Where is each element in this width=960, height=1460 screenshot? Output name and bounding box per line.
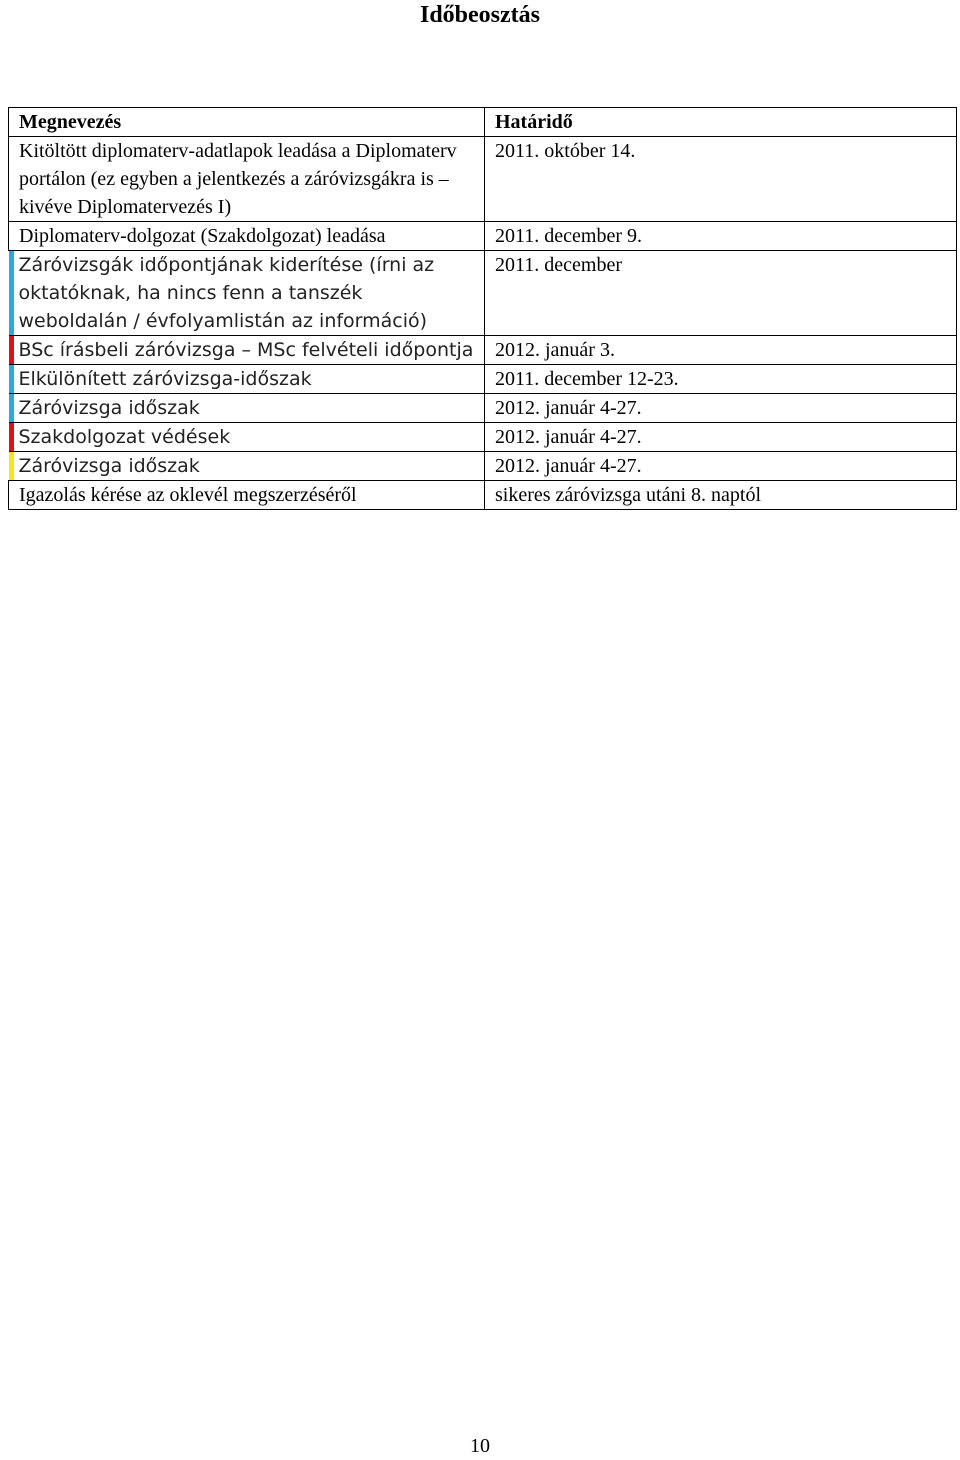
header-deadline: Határidő: [485, 108, 957, 137]
table-row: [9, 137, 957, 222]
row-name: BSc írásbeli záróvizsga – MSc felvételi időpontja: [9, 336, 485, 365]
row-deadline: 2012. január 3.: [485, 336, 957, 365]
row-deadline: 2011. október 14.: [485, 137, 957, 222]
table-row: [9, 336, 957, 365]
row-deadline: 2012. január 4-27.: [485, 423, 957, 452]
header-name: Megnevezés: [9, 108, 485, 137]
row-deadline: 2012. január 4-27.: [485, 394, 957, 423]
row-deadline: 2012. január 4-27.: [485, 452, 957, 481]
row-name: Elkülönített záróvizsga-időszak: [9, 365, 485, 394]
row-name: Igazolás kérése az oklevél megszerzéséről: [9, 481, 485, 510]
table-header-row: [9, 108, 957, 137]
row-name: Záróvizsgák időpontjának kiderítése (írni az oktatóknak, ha nincs fenn a tanszék weboldalán / évfolyamlistán az információ): [9, 251, 485, 336]
table-row: [9, 423, 957, 452]
table-row: [9, 251, 957, 336]
row-deadline: 2011. december: [485, 251, 957, 336]
page-number: 10: [470, 1435, 490, 1457]
table-row: [9, 394, 957, 423]
row-deadline: 2011. december 12-23.: [485, 365, 957, 394]
row-name: Záróvizsga időszak: [9, 394, 485, 423]
row-name: Kitöltött diplomaterv-adatlapok leadása a Diplomaterv portálon (ez egyben a jelentkezés a záróvizsgákra is – kivéve Diplomatervezés I): [9, 137, 485, 222]
table-row: [9, 365, 957, 394]
page-title: Időbeosztás: [419, 2, 540, 28]
table-row: [9, 222, 957, 251]
schedule-body: [9, 137, 957, 510]
row-name: Szakdolgozat védések: [9, 423, 485, 452]
row-name: Záróvizsga időszak: [9, 452, 485, 481]
row-deadline: 2011. december 9.: [485, 222, 957, 251]
schedule-table: [8, 107, 957, 510]
row-deadline: sikeres záróvizsga utáni 8. naptól: [485, 481, 957, 510]
row-name: Diplomaterv-dolgozat (Szakdolgozat) leadása: [9, 222, 485, 251]
table-row: [9, 481, 957, 510]
table-row: [9, 452, 957, 481]
